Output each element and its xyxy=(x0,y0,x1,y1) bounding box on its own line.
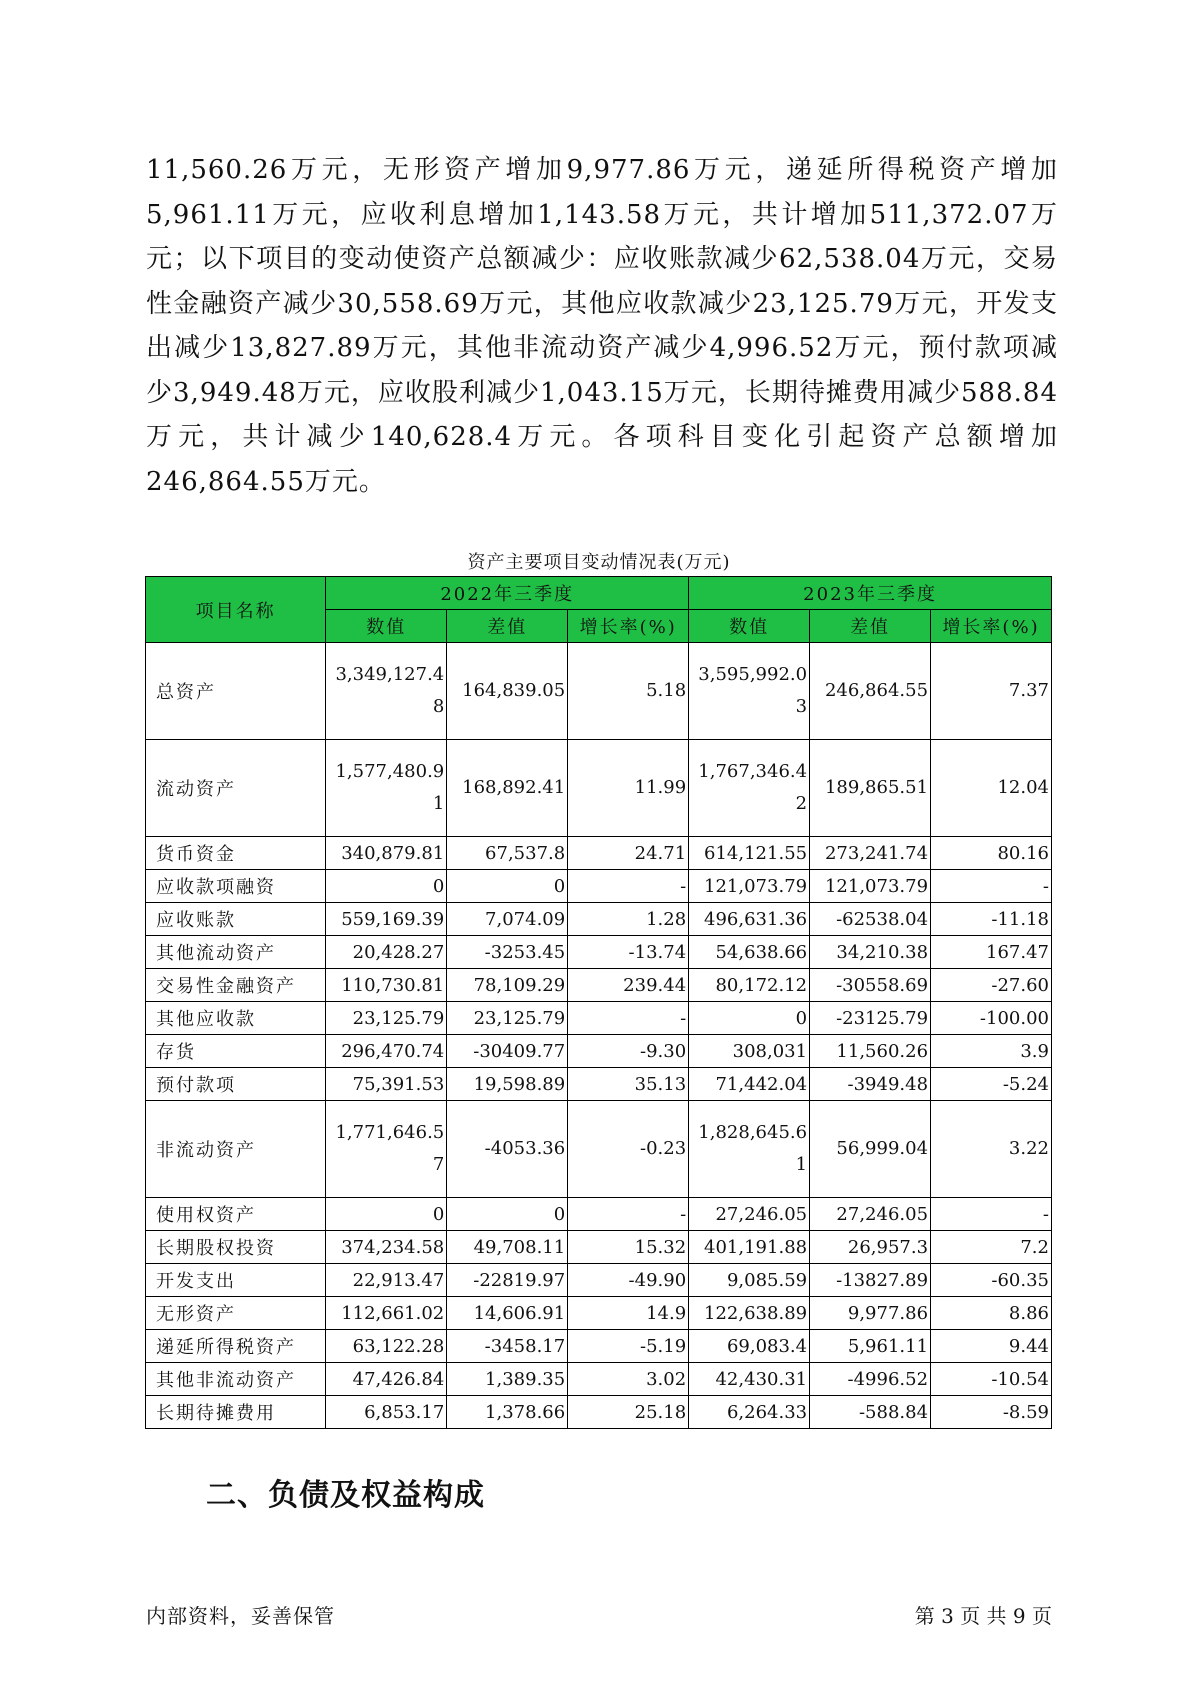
growth-2022-cell: 11.99 xyxy=(568,740,689,837)
value-2023-cell: 27,246.05 xyxy=(689,1198,810,1231)
growth-2022-cell: -49.90 xyxy=(568,1264,689,1297)
value-2022-cell: 23,125.79 xyxy=(326,1002,447,1035)
growth-2023-cell: -11.18 xyxy=(931,903,1052,936)
table-row xyxy=(146,1264,1052,1297)
table-row xyxy=(146,969,1052,1002)
diff-2022-cell: 0 xyxy=(447,870,568,903)
value-2023-cell xyxy=(689,643,810,740)
diff-2023-cell: -23125.79 xyxy=(810,1002,931,1035)
diff-2022-cell: 78,109.29 xyxy=(447,969,568,1002)
diff-2022-cell: 7,074.09 xyxy=(447,903,568,936)
value-2022-cell: 20,428.27 xyxy=(326,936,447,969)
value-2022-cell xyxy=(326,1101,447,1198)
growth-2022-cell: - xyxy=(568,1198,689,1231)
value-2023-cell-text: 3,595,992.03 xyxy=(698,664,808,717)
value-2023-cell: 69,083.4 xyxy=(689,1330,810,1363)
growth-2022-cell: - xyxy=(568,1002,689,1035)
growth-2023-cell: 3.9 xyxy=(931,1035,1052,1068)
value-2022-cell: 22,913.47 xyxy=(326,1264,447,1297)
table-row xyxy=(146,1297,1052,1330)
growth-2022-cell: 24.71 xyxy=(568,837,689,870)
value-2023-cell: 80,172.12 xyxy=(689,969,810,1002)
header-period-2022: 2022年三季度 xyxy=(326,577,689,610)
row-name-cell: 其他流动资产 xyxy=(146,936,326,969)
value-2023-cell: 9,085.59 xyxy=(689,1264,810,1297)
row-name-cell: 预付款项 xyxy=(146,1068,326,1101)
value-2023-cell-text: 1,828,645.61 xyxy=(698,1122,808,1175)
value-2022-cell: 0 xyxy=(326,870,447,903)
diff-2023-cell: -13827.89 xyxy=(810,1264,931,1297)
diff-2023-cell: 27,246.05 xyxy=(810,1198,931,1231)
header-diff-2022: 差值 xyxy=(447,610,568,643)
diff-2023-cell: 189,865.51 xyxy=(810,740,931,837)
table-row xyxy=(146,1231,1052,1264)
growth-2022-cell: 14.9 xyxy=(568,1297,689,1330)
growth-2023-cell: -27.60 xyxy=(931,969,1052,1002)
diff-2023-cell: -4996.52 xyxy=(810,1363,931,1396)
diff-2022-cell: -4053.36 xyxy=(447,1101,568,1198)
growth-2023-cell: - xyxy=(931,1198,1052,1231)
diff-2023-cell: 273,241.74 xyxy=(810,837,931,870)
growth-2023-cell: 7.2 xyxy=(931,1231,1052,1264)
growth-2022-cell: -0.23 xyxy=(568,1101,689,1198)
growth-2023-cell: 80.16 xyxy=(931,837,1052,870)
table-row xyxy=(146,936,1052,969)
table-row xyxy=(146,1198,1052,1231)
growth-2023-cell: 167.47 xyxy=(931,936,1052,969)
table-row xyxy=(146,1002,1052,1035)
row-name-cell: 总资产 xyxy=(146,643,326,740)
value-2022-cell-text: 1,771,646.57 xyxy=(335,1122,445,1175)
row-name-cell: 使用权资产 xyxy=(146,1198,326,1231)
value-2023-cell: 121,073.79 xyxy=(689,870,810,903)
row-name-cell: 其他应收款 xyxy=(146,1002,326,1035)
growth-2022-cell: 3.02 xyxy=(568,1363,689,1396)
diff-2022-cell: -30409.77 xyxy=(447,1035,568,1068)
growth-2023-cell: 9.44 xyxy=(931,1330,1052,1363)
header-diff-2023: 差值 xyxy=(810,610,931,643)
value-2022-cell: 6,853.17 xyxy=(326,1396,447,1429)
growth-2023-cell: -100.00 xyxy=(931,1002,1052,1035)
diff-2023-cell: 34,210.38 xyxy=(810,936,931,969)
value-2022-cell: 112,661.02 xyxy=(326,1297,447,1330)
diff-2023-cell: 5,961.11 xyxy=(810,1330,931,1363)
growth-2023-cell: -60.35 xyxy=(931,1264,1052,1297)
row-name-cell: 应收款项融资 xyxy=(146,870,326,903)
header-period-2023: 2023年三季度 xyxy=(689,577,1052,610)
value-2023-cell-text: 1,767,346.42 xyxy=(698,761,808,814)
value-2022-cell-text: 3,349,127.48 xyxy=(335,664,445,717)
value-2022-cell: 374,234.58 xyxy=(326,1231,447,1264)
diff-2022-cell: 0 xyxy=(447,1198,568,1231)
row-name-cell: 开发支出 xyxy=(146,1264,326,1297)
value-2022-cell: 296,470.74 xyxy=(326,1035,447,1068)
value-2022-cell xyxy=(326,740,447,837)
table-row xyxy=(146,1396,1052,1429)
value-2023-cell: 401,191.88 xyxy=(689,1231,810,1264)
row-name-cell: 流动资产 xyxy=(146,740,326,837)
diff-2022-cell: 168,892.41 xyxy=(447,740,568,837)
value-2023-cell: 42,430.31 xyxy=(689,1363,810,1396)
value-2023-cell xyxy=(689,740,810,837)
row-name-cell: 非流动资产 xyxy=(146,1101,326,1198)
body-paragraph: 11,560.26万元，无形资产增加9,977.86万元，递延所得税资产增加5,961.11万元，应收利息增加1,143.58万元，共计增加511,372.07万元；以下项目的变动使资产总额减少：应收账款减少62,538.04万元，交易性金融资产减少30,558.69万元，其他应收款减少23,125.79万元，开发支出减少13,827.89万元，其他非流动资产减少4,996.52万元，预付款项减少3,949.48万元，应收股利减少1,043.15万元，长期待摊费用减少588.84万元，共计减少140,628.4万元。各项科目变化引起资产总额增加246,864.55万元。 xyxy=(146,155,1058,497)
table-row xyxy=(146,837,1052,870)
diff-2022-cell: -3458.17 xyxy=(447,1330,568,1363)
header-value-2023: 数值 xyxy=(689,610,810,643)
growth-2023-cell: -5.24 xyxy=(931,1068,1052,1101)
value-2022-cell xyxy=(326,643,447,740)
section-heading: 二、负债及权益构成 xyxy=(206,1478,485,1513)
growth-2022-cell: 15.32 xyxy=(568,1231,689,1264)
diff-2023-cell: 56,999.04 xyxy=(810,1101,931,1198)
diff-2022-cell: -22819.97 xyxy=(447,1264,568,1297)
table-row xyxy=(146,1101,1052,1198)
diff-2023-cell: -588.84 xyxy=(810,1396,931,1429)
diff-2022-cell: 49,708.11 xyxy=(447,1231,568,1264)
growth-2023-cell: 12.04 xyxy=(931,740,1052,837)
value-2022-cell: 0 xyxy=(326,1198,447,1231)
growth-2022-cell: -9.30 xyxy=(568,1035,689,1068)
table-row xyxy=(146,903,1052,936)
value-2022-cell: 47,426.84 xyxy=(326,1363,447,1396)
diff-2023-cell: 11,560.26 xyxy=(810,1035,931,1068)
header-growth-2022: 增长率(%) xyxy=(568,610,689,643)
diff-2022-cell: 1,389.35 xyxy=(447,1363,568,1396)
row-name-cell: 长期待摊费用 xyxy=(146,1396,326,1429)
diff-2023-cell: 121,073.79 xyxy=(810,870,931,903)
growth-2022-cell: -5.19 xyxy=(568,1330,689,1363)
value-2022-cell: 559,169.39 xyxy=(326,903,447,936)
table-row xyxy=(146,1035,1052,1068)
diff-2023-cell: 246,864.55 xyxy=(810,643,931,740)
value-2022-cell: 63,122.28 xyxy=(326,1330,447,1363)
footer-page-number: 第 3 页 共 9 页 xyxy=(914,1604,1052,1628)
table-row xyxy=(146,1330,1052,1363)
diff-2022-cell: 67,537.8 xyxy=(447,837,568,870)
growth-2023-cell: 3.22 xyxy=(931,1101,1052,1198)
value-2023-cell: 54,638.66 xyxy=(689,936,810,969)
footer-confidential-note: 内部资料，妥善保管 xyxy=(146,1604,335,1628)
header-growth-2023: 增长率(%) xyxy=(931,610,1052,643)
row-name-cell: 货币资金 xyxy=(146,837,326,870)
diff-2022-cell: 1,378.66 xyxy=(447,1396,568,1429)
value-2023-cell: 308,031 xyxy=(689,1035,810,1068)
diff-2023-cell: 26,957.3 xyxy=(810,1231,931,1264)
diff-2022-cell: -3253.45 xyxy=(447,936,568,969)
value-2023-cell: 6,264.33 xyxy=(689,1396,810,1429)
diff-2023-cell: -62538.04 xyxy=(810,903,931,936)
row-name-cell: 递延所得税资产 xyxy=(146,1330,326,1363)
header-item-name: 项目名称 xyxy=(146,577,326,643)
value-2022-cell: 340,879.81 xyxy=(326,837,447,870)
diff-2022-cell: 23,125.79 xyxy=(447,1002,568,1035)
table-row xyxy=(146,740,1052,837)
diff-2023-cell: -3949.48 xyxy=(810,1068,931,1101)
diff-2022-cell: 14,606.91 xyxy=(447,1297,568,1330)
table-row xyxy=(146,643,1052,740)
growth-2023-cell: 8.86 xyxy=(931,1297,1052,1330)
table-row xyxy=(146,1363,1052,1396)
value-2023-cell: 496,631.36 xyxy=(689,903,810,936)
row-name-cell: 应收账款 xyxy=(146,903,326,936)
growth-2022-cell: 1.28 xyxy=(568,903,689,936)
growth-2022-cell: -13.74 xyxy=(568,936,689,969)
value-2023-cell: 0 xyxy=(689,1002,810,1035)
growth-2022-cell: 5.18 xyxy=(568,643,689,740)
table-title: 资产主要项目变动情况表(万元) xyxy=(467,552,731,573)
growth-2022-cell: 25.18 xyxy=(568,1396,689,1429)
value-2022-cell-text: 1,577,480.91 xyxy=(335,761,445,814)
value-2022-cell: 110,730.81 xyxy=(326,969,447,1002)
diff-2022-cell: 164,839.05 xyxy=(447,643,568,740)
value-2022-cell: 75,391.53 xyxy=(326,1068,447,1101)
row-name-cell: 无形资产 xyxy=(146,1297,326,1330)
row-name-cell: 交易性金融资产 xyxy=(146,969,326,1002)
growth-2023-cell: 7.37 xyxy=(931,643,1052,740)
growth-2022-cell: 35.13 xyxy=(568,1068,689,1101)
row-name-cell: 其他非流动资产 xyxy=(146,1363,326,1396)
growth-2023-cell: -8.59 xyxy=(931,1396,1052,1429)
header-value-2022: 数值 xyxy=(326,610,447,643)
asset-changes-table xyxy=(145,576,1052,1429)
diff-2023-cell: -30558.69 xyxy=(810,969,931,1002)
growth-2022-cell: 239.44 xyxy=(568,969,689,1002)
value-2023-cell: 614,121.55 xyxy=(689,837,810,870)
growth-2022-cell: - xyxy=(568,870,689,903)
diff-2023-cell: 9,977.86 xyxy=(810,1297,931,1330)
growth-2023-cell: - xyxy=(931,870,1052,903)
row-name-cell: 存货 xyxy=(146,1035,326,1068)
table-row xyxy=(146,1068,1052,1101)
value-2023-cell: 122,638.89 xyxy=(689,1297,810,1330)
growth-2023-cell: -10.54 xyxy=(931,1363,1052,1396)
row-name-cell: 长期股权投资 xyxy=(146,1231,326,1264)
diff-2022-cell: 19,598.89 xyxy=(447,1068,568,1101)
table-row xyxy=(146,870,1052,903)
value-2023-cell xyxy=(689,1101,810,1198)
value-2023-cell: 71,442.04 xyxy=(689,1068,810,1101)
